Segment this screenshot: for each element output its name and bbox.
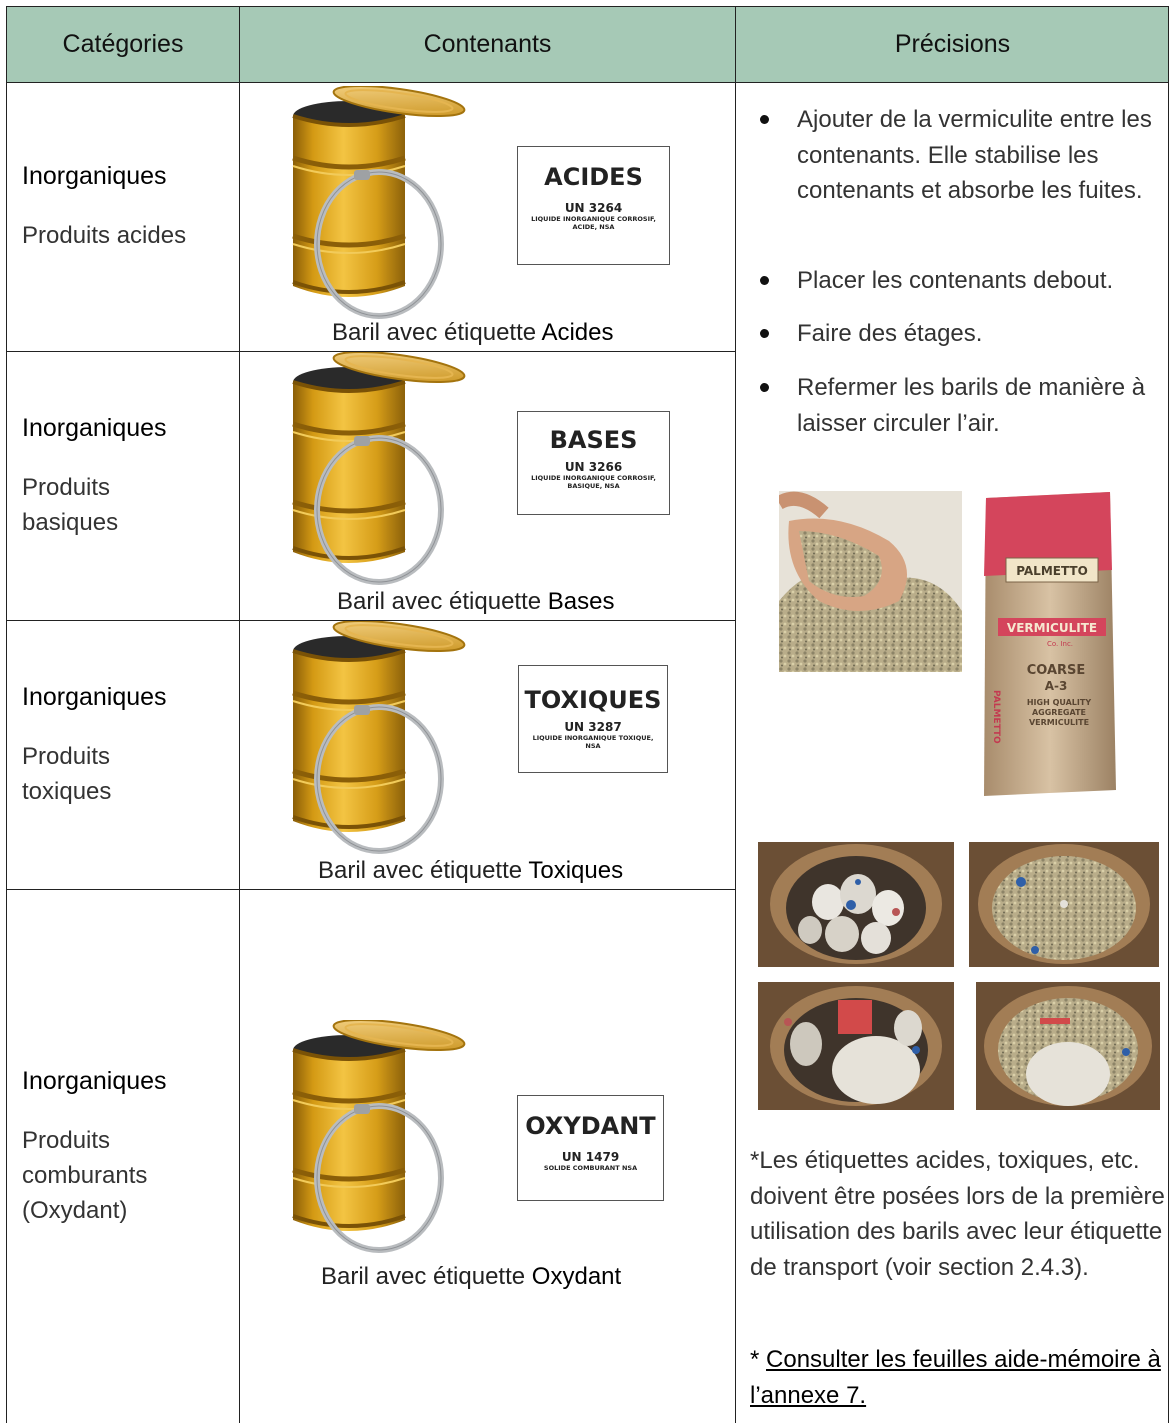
header-divider [6,82,1169,83]
row1-category-subtitle: Produits acides [22,222,187,249]
table-border-left [6,6,7,1423]
caption-emphasis: Oxydant [531,1263,622,1290]
bullet-text: Ajouter de la vermiculite entre les contenants. Elle stabilise les contenants et absorbe les fuites. [797,106,1152,204]
row2-category-subtitle: Produits basiques [22,474,119,536]
bases-label-image [517,411,670,515]
precision-bullet [752,316,1160,352]
header-contenants-label: Contenants [423,30,552,58]
barrel-filled-photo [976,982,1160,1110]
row4-category-title: Inorganiques [22,1067,167,1095]
bullet-dot [760,115,769,124]
vermiculite-hand-photo [779,491,962,672]
label-un-number: UN 3264 [564,201,623,215]
caption-prefix: Baril avec étiquette [332,319,542,346]
label-title: TOXIQUES [524,686,662,714]
bullet-text: Refermer les barils de manière à laisser circuler l’air. [797,374,1146,437]
header-contenants [240,7,735,82]
acides-label-image [517,146,670,265]
caption-prefix: Baril avec étiquette [318,857,529,884]
bag-side-text: PALMETTO [991,690,1001,744]
precision-bullet [752,263,1160,299]
label-un-number: UN 3266 [564,460,623,474]
bullet-dot [760,329,769,338]
barrel-image [281,86,481,326]
row4-caption [321,1263,621,1291]
precision-bullet [752,370,1160,441]
barrel-interior-photo [758,842,954,967]
row3-category-title: Inorganiques [22,683,167,711]
col-divider-2 [735,6,736,1423]
precision-bullet [752,102,1160,209]
row1-category-title: Inorganiques [22,162,167,190]
table-border-top [6,6,1169,7]
label-title: ACIDES [544,163,643,191]
barrel-vermiculite-photo [969,842,1159,967]
row4-category-subtitle: Produits comburants (Oxydant) [22,1127,148,1224]
row-divider-3 [6,889,735,890]
bullet-text: Faire des étages. [797,320,983,347]
header-categories [7,7,239,82]
row2-caption [337,588,615,616]
bag-brand-text: PALMETTO [1016,564,1088,578]
row1-caption [332,319,614,347]
bag-grade-text: COARSE [1026,663,1086,678]
toxiques-label-image [518,665,668,773]
col-divider-1 [239,6,240,1423]
label-title: OXYDANT [525,1112,656,1140]
reference-prefix: * [750,1346,767,1373]
barrel-image [281,352,481,592]
bag-product-text: VERMICULITE [1006,621,1098,635]
label-un-number: UN 3287 [564,720,622,734]
label-title: BASES [549,426,638,454]
annex-link[interactable]: Consulter les feuilles aide-mémoire à l’annexe 7. [750,1346,1161,1409]
barrel-second-layer-photo [758,982,954,1110]
caption-prefix: Baril avec étiquette [321,1263,532,1290]
header-precisions [736,7,1169,82]
bag-company-text: Co. Inc. [1046,640,1074,648]
caption-emphasis: Bases [547,588,615,615]
row3-caption [318,857,623,885]
row2-category-title: Inorganiques [22,414,167,442]
bullet-dot [760,276,769,285]
header-categories-label: Catégories [62,30,184,58]
bullet-text: Placer les contenants debout. [797,267,1114,294]
bullet-dot [760,383,769,392]
reference-note [750,1342,1165,1413]
caption-emphasis: Acides [541,319,614,346]
bag-tag [1012,698,1106,748]
label-un-number: UN 1479 [561,1150,620,1164]
header-precisions-label: Précisions [894,30,1011,58]
oxydant-label-image [517,1095,664,1201]
row3-category-subtitle: Produits toxiques [22,743,112,805]
label-description: LIQUIDE INORGANIQUE TOXIQUE, NSA [532,734,654,750]
vermiculite-bag-photo [980,490,1118,798]
label-description: LIQUIDE INORGANIQUE CORROSIF, BASIQUE, NSA [531,474,656,490]
bag-tag-text: HIGH QUALITY AGGREGATE VERMICULITE [1026,698,1092,727]
caption-prefix: Baril avec étiquette [337,588,548,615]
note-text: *Les étiquettes acides, toxiques, etc. doivent être posées lors de la première utilisation des barils avec leur étiquette de transport (voir section 2.4.3). [750,1147,1165,1281]
label-description: LIQUIDE INORGANIQUE CORROSIF, ACIDE, NSA [531,215,656,231]
bag-size-text: A-3 [1044,679,1068,693]
barrel-image [281,621,481,861]
barrel-image [281,1020,481,1260]
caption-emphasis: Toxiques [528,857,624,884]
label-description: SOLIDE COMBURANT NSA [543,1164,638,1172]
